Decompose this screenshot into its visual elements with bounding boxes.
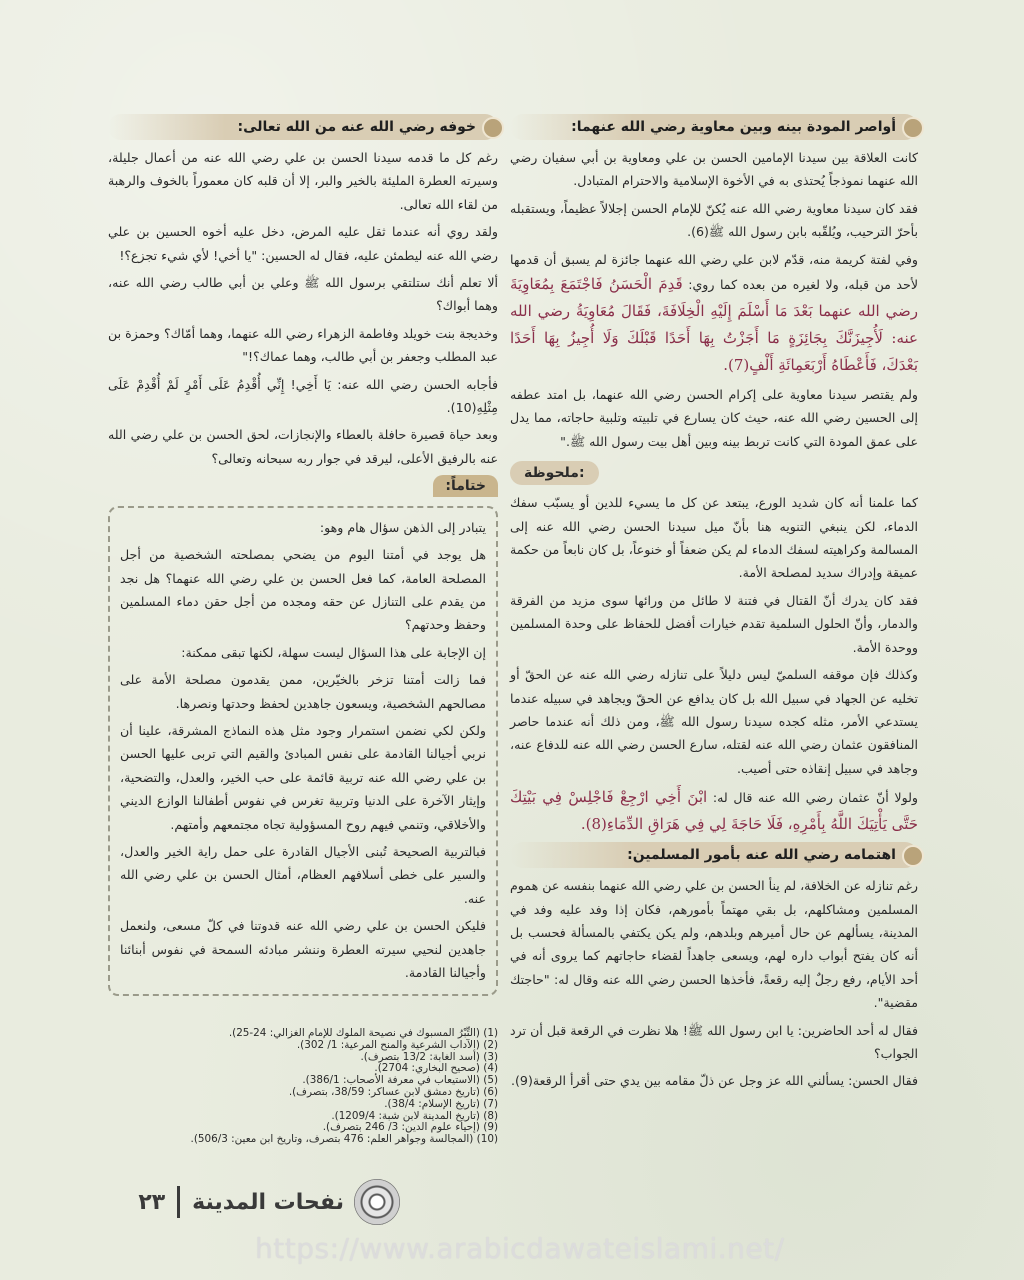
paragraph: ولولا أنّ عثمان رضي الله عنه قال له: ابْنَ أَخِي ارْجِعْ فَاجْلِسْ فِي بَيْتِكَ حَتَّى يَأْتِيَكَ اللَّهُ بِأَمْرِهِ، فَلَا حَاجَةَ لِي فِي هَرَاقِ الدِّمَاءِ(8). bbox=[510, 788, 918, 834]
quote-text: قَدِمَ الْحَسَنُ فَاجْتَمَعَ بِمُعَاوِيَةَ رضي الله عنهما بَعْدَ مَا أَسْلَمَ إِلَيْهِ الْخِلَافَةَ، فَقَالَ مُعَاوِيَةُ رضي الله عنه: لَأُجِيزَنَّكَ بِجَائِزَةٍ مَا أَجَزْتُ بِهَا أَحَدًا قَبْلَكَ وَلَا أُجِيزُ بِهَا أَحَدًا بَعْدَكَ، فَأَعْطَاهُ أَرْبَعَمِائَةِ أَلْفٍ(7). bbox=[510, 275, 918, 375]
footnote: (6) (تاريخ دمشق لابن عساكر: 38/59، بتصرف). bbox=[288, 1085, 498, 1098]
page-number: ٢٣ bbox=[138, 1189, 166, 1215]
footnote: (7) (تاريخ الإسلام: 38/4). bbox=[384, 1097, 498, 1110]
paragraph: فقال له أحد الحاضرين: يا ابن رسول الله ﷺ! هلا نظرت في الرقعة قبل أن ترد الجواب؟ bbox=[510, 1022, 918, 1061]
paragraph: فما زالت أمتنا تزخر بالخيّرين، ممن يقدمون مصلحة الأمة على مصالحهم الشخصية، ويسعون جاهدين لحفظ وحدتها ونصرها. bbox=[120, 672, 486, 711]
footnote: (2) (الآداب الشرعية والمنح المرعية: 1/ 302). bbox=[296, 1038, 498, 1051]
divider bbox=[177, 1186, 180, 1218]
paragraph: ولكن لكي نضمن استمرار وجود مثل هذه النماذج المشرقة، علينا أن نربي أجيالنا القادمة على نفس المبادئ والقيم التي تربى عليها الحسن بن علي رضي الله عنه تربية قائمة على حب الخير، والعدل، والتضحية، وإيثار الآخرة على الدنيا وتربية تغرس في نفوس أطفالنا الوازع الديني والأخلاقي، وتنمي فيهم روح المسؤولية تجاه مجتمعهم وأمتهم. bbox=[120, 722, 486, 832]
paragraph: وفي لفتة كريمة منه، قدّم لابن علي رضي الله عنهما جائزة لم يسبق أن قدمها لأحد من قبله، ولا لغيره من بعده كما روي: قَدِمَ الْحَسَنُ فَاجْتَمَعَ بِمُعَاوِيَةَ رضي الله عنهما بَعْدَ مَا أَسْلَمَ إِلَيْهِ الْخِلَافَةَ، فَقَالَ مُعَاوِيَةُ رضي الله عنه: لَأُجِيزَنَّكَ بِجَائِزَةٍ مَا أَجَزْتُ بِهَا أَحَدًا قَبْلَكَ وَلَا أُجِيزُ بِهَا أَحَدًا بَعْدَكَ، فَأَعْطَاهُ أَرْبَعَمِائَةِ أَلْفٍ(7). bbox=[510, 251, 918, 375]
paragraph: رغم كل ما قدمه سيدنا الحسن بن علي رضي الله عنه من أعمال جليلة، وسيرته العطرة المليئة بالخير والبر، إلا أن قلبه كان معموراً بالخوف والرهبة من لقاء الله تعالى. bbox=[108, 150, 498, 212]
paragraph: وخديجة بنت خويلد وفاطمة الزهراء رضي الله عنهما، وهما أمّاك؟ وحمزة بن عبد المطلب وجعفر بن أبي طالب، وهما عماك؟!" bbox=[108, 325, 498, 365]
paragraph: فقد كان سيدنا معاوية رضي الله عنه يُكنّ للإمام الحسن إجلالاً عظيماً، ويستقبله بأحرّ الترحيب، ويُلقّبه بابن رسول الله ﷺ(6). bbox=[510, 200, 918, 240]
magazine-title: نفحات المدينة bbox=[192, 1189, 344, 1215]
paragraph: ولم يقتصر سيدنا معاوية على إكرام الحسن رضي الله عنهما، بل امتد عطفه إلى الحسين رضي الله عنه، حيث كان يسارع في تلبيته وتلبية حاجاته، مما يدل على عمق المودة التي كانت تربط بينه وبين أهل بيت رسول الله ﷺ." bbox=[510, 387, 918, 449]
paragraph: إن الإجابة على هذا السؤال ليست سهلة، لكنها تبقى ممكنة: bbox=[181, 644, 486, 660]
paragraph: فقد كان يدرك أنّ القتال في فتنة لا طائل من ورائها سوى مزيد من الفرقة والدمار، وأنّ الحلول السلمية تقدم خيارات أفضل للحفاظ على وحدة المسلمين ووحدة الأمة. bbox=[510, 592, 918, 655]
paragraph: فليكن الحسن بن علي رضي الله عنه قدوتنا في كلّ مسعى، ولنعمل جاهدين لنحيي سيرته العطرة وننشر مبادئه السمحة في نفوس أبنائنا وأجيالنا القادمة. bbox=[120, 918, 486, 980]
left-column bbox=[108, 114, 498, 996]
section-header-muslim-affairs: اهتمامه رضي الله عنه بأمور المسلمين: bbox=[510, 842, 918, 868]
paragraph: فأجابه الحسن رضي الله عنه: يَا أَخِي! إِنِّي أُقْدِمُ عَلَى أَمْرٍ لَمْ أُقْدِمْ عَلَى مِثْلِهِ(10). bbox=[108, 376, 498, 416]
paragraph: وبعد حياة قصيرة حافلة بالعطاء والإنجازات، لحق الحسن بن علي رضي الله عنه بالرفيق الأعلى، ليرقد في جوار ربه سبحانه وتعالى؟ bbox=[108, 427, 498, 466]
footnote: (9) (إحياء علوم الدين: 3/ 246 بتصرف). bbox=[322, 1121, 498, 1134]
closing-box bbox=[108, 506, 498, 997]
footnote: (8) (تاريخ المدينة لابن شبة: 1209/4). bbox=[331, 1109, 498, 1122]
section-header-note: ملحوظة: bbox=[510, 461, 599, 485]
paragraph: يتبادر إلى الذهن سؤال هام وهو: bbox=[319, 519, 486, 535]
paragraph: رغم تنازله عن الخلافة، لم ينأ الحسن بن علي رضي الله عنهما بنفسه عن هموم المسلمين ومشاكلهم، بل بقي مهتماً بأمورهم، فكان إذا وفد عليه وفد في المدينة، يسألهم عن حال أميرهم وبلدهم، ولم يكن يكتفي بالمسألة فحسب بل أنه كان يفتح أبواب داره لهم، ويسعى جاهداً لقضاء حاجاتهم كما يروى أنه في أحد الأيام، رفع رجلٌ إليه رقعةً، فأخذها الحسن رضي الله عنه وقال له: "حاجتك مقضية". bbox=[510, 878, 918, 1011]
paragraph: ألا تعلم أنك ستلتقي برسول الله ﷺ وعلي بن أبي طالب رضي الله عنه، وهما أبواك؟ bbox=[108, 275, 498, 314]
paragraph: كما علمنا أنه كان شديد الورع، يبتعد عن كل ما يسيء للدين أو يسبّب سفك الدماء، لكن ينبغي التنويه هنا بأنّ ميل سيدنا الحسن رضي الله عنه إلى المسالمة وكراهيته لسفك الدماء لم يكن ضعفاً أو خنوعاً، بل كان نابعاً من حكمة عميقة وإدراك سديد لمصلحة الأمة. bbox=[510, 495, 918, 581]
footnote: (4) (صحيح البخاري: 2704). bbox=[374, 1062, 498, 1075]
footnotes bbox=[108, 1028, 498, 1146]
paragraph: هل يوجد في أمتنا اليوم من يضحي بمصلحته الشخصية من أجل المصلحة العامة، كما فعل الحسن بن علي رضي الله عنهما؟ هل نجد من يقدم على التنازل عن حقه ومجده من أجل حقن دماء المسلمين وحفظ وحدتهم؟ bbox=[120, 547, 486, 633]
closing-label: ختاماً: bbox=[433, 475, 498, 497]
ornament-icon bbox=[354, 1179, 400, 1225]
magazine-footer bbox=[110, 1180, 400, 1224]
section-header-fear-of-god: خوفه رضي الله عنه من الله تعالى: bbox=[108, 114, 498, 140]
paragraph: فقال الحسن: يسألني الله عز وجل عن ذلّ مقامه بين يدي حتى أقرأ الرقعة(9). bbox=[511, 1073, 918, 1089]
footnote: (5) (الاستيعاب في معرفة الأصحاب: 386/1). bbox=[302, 1074, 498, 1087]
paragraph: وكذلك فإن موقفه السلميّ ليس دليلاً على تنازله رضي الله عنه عن الحقّ أو تخليه عن الجهاد في سبيل الله بل كان يدافع عن الحقّ ويجاهد في سبيله عندما يستدعي الأمر، مثله كجده سيدنا رسول الله ﷺ، ومن ذلك أنه عندما حاصر المنافقون عثمان رضي الله عنه لقتله، سارع الحسن رضي الله عنه للدفاع عنه، وجاهد في سبيل إنقاذه حتى أصيب. bbox=[510, 667, 918, 776]
right-column bbox=[510, 114, 918, 1097]
section-header-friendship: أواصر المودة بينه وبين معاوية رضي الله عنهما: bbox=[510, 114, 918, 140]
quote-text: ابْنَ أَخِي ارْجِعْ فَاجْلِسْ فِي بَيْتِكَ حَتَّى يَأْتِيَكَ اللَّهُ بِأَمْرِهِ، فَلَا حَاجَةَ لِي فِي هَرَاقِ الدِّمَاءِ(8). bbox=[510, 788, 918, 834]
watermark-url: https://www.arabicdawateislami.net/ bbox=[255, 1232, 785, 1265]
paragraph: فبالتربية الصحيحة تُبنى الأجيال القادرة على حمل راية الخير والعدل، والسير على خطى أسلافهم العظام، أمثال الحسن بن علي رضي الله عنه. bbox=[120, 843, 486, 906]
footnote: (1) (التِّبْرُ المسبوك في نصيحة الملوك للإمام الغزالي: 24-25). bbox=[228, 1027, 498, 1039]
footnote: (10) (المجالسة وجواهر العلم: 476 بتصرف، وتاريخ ابن معين: 506/3). bbox=[190, 1133, 498, 1146]
footnote: (3) (أسد الغابة: 13/2 بتصرف). bbox=[360, 1050, 498, 1063]
paragraph: كانت العلاقة بين سيدنا الإمامين الحسن بن علي ومعاوية بن أبي سفيان رضي الله عنهما نموذجاً يُحتذى به في الأخوة الإسلامية والاحترام المتبادل. bbox=[510, 150, 918, 189]
paragraph: ولقد روي أنه عندما ثقل عليه المرض، دخل عليه أخوه الحسين بن علي رضي الله عنه ليطمئن عليه، فقال له الحسين: "يا أخي! لأي شيء تجزع؟! bbox=[108, 224, 498, 263]
